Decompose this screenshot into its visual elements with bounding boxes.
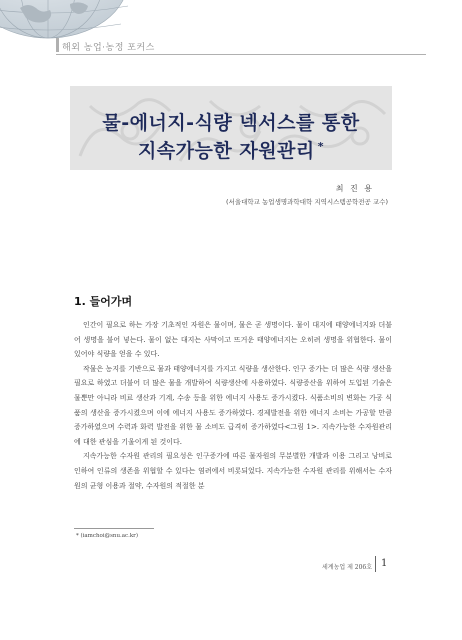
article-title-line2 — [70, 136, 392, 163]
header-rule — [56, 54, 426, 55]
section-tag-bar — [56, 38, 59, 52]
journal-name: 세계농업 제 206호 — [322, 564, 373, 571]
footnote-rule — [74, 528, 154, 529]
section-heading: 1. 들어가며 — [74, 295, 133, 308]
paragraph: 지속가능한 수자원 관리의 필요성은 인구증가에 따른 물자원의 무분별한 개발과 이용 그리고 낭비로 인하여 인류의 생존을 위협할 수 있다는 염려에서 비롯되었다. 지속가능한 수자원 관리를 위해서는 수자원의 균형 이용과 절약, 수자원의 적절한 분 — [74, 452, 392, 490]
article-title-line2-text: 지속가능한 자원관리 — [137, 140, 315, 162]
page-separator — [375, 556, 376, 572]
globe-decoration — [0, 0, 150, 40]
footnote: * (iamchoi@snu.ac.kr) — [76, 533, 138, 539]
section-tag: 해외 농업·농정 포커스 — [62, 43, 155, 53]
author-name: 최 진 용 — [335, 184, 374, 193]
body-text — [74, 318, 392, 493]
title-footnote-mark: * — [317, 139, 325, 153]
paragraph: 인간이 필요로 하는 가장 기초적인 자원은 물이며, 물은 곧 생명이다. 물이 대지에 태양에너지와 더불어 생명을 불어 넣는다. 물이 없는 대지는 사막이고 뜨거운 태양에너지는 오히려 생명을 위협한다. 물이 있어야 식량을 얻을 수 있다. — [74, 321, 392, 359]
author-affiliation: (서울대학교 농업생명과학대학 지역시스템공학전공 교수) — [226, 198, 388, 206]
article-title-line1: 물-에너지-식량 넥서스를 통한 — [102, 112, 360, 134]
paragraph: 작물은 농지를 기반으로 물과 태양에너지를 가지고 식량을 생산한다. 인구 증가는 더 많은 식량 생산을 필요로 하였고 더불어 더 많은 물을 개발하여 식량생산에 사용하였다. 식량증산을 위하여 도입된 기술은 물뿐만 아니라 비료 생산과 기계, 수송 등을 위한 에너지 사용도 증가시켰다. 식품소비의 변화는 가공 식품의 생산을 증가시켰으며 이에 에너지 사용도 증가하였다. 경제발전을 위한 에너지 소비는 가공할 만큼 증가하였으며 수력과 화력 발전을 위한 물 소비도 급격히 증가하였다<그림 1>. 지속가능한 수자원관리에 대한 관심을 기울이게 된 것이다. — [74, 364, 392, 446]
page-number: 1 — [381, 558, 388, 569]
